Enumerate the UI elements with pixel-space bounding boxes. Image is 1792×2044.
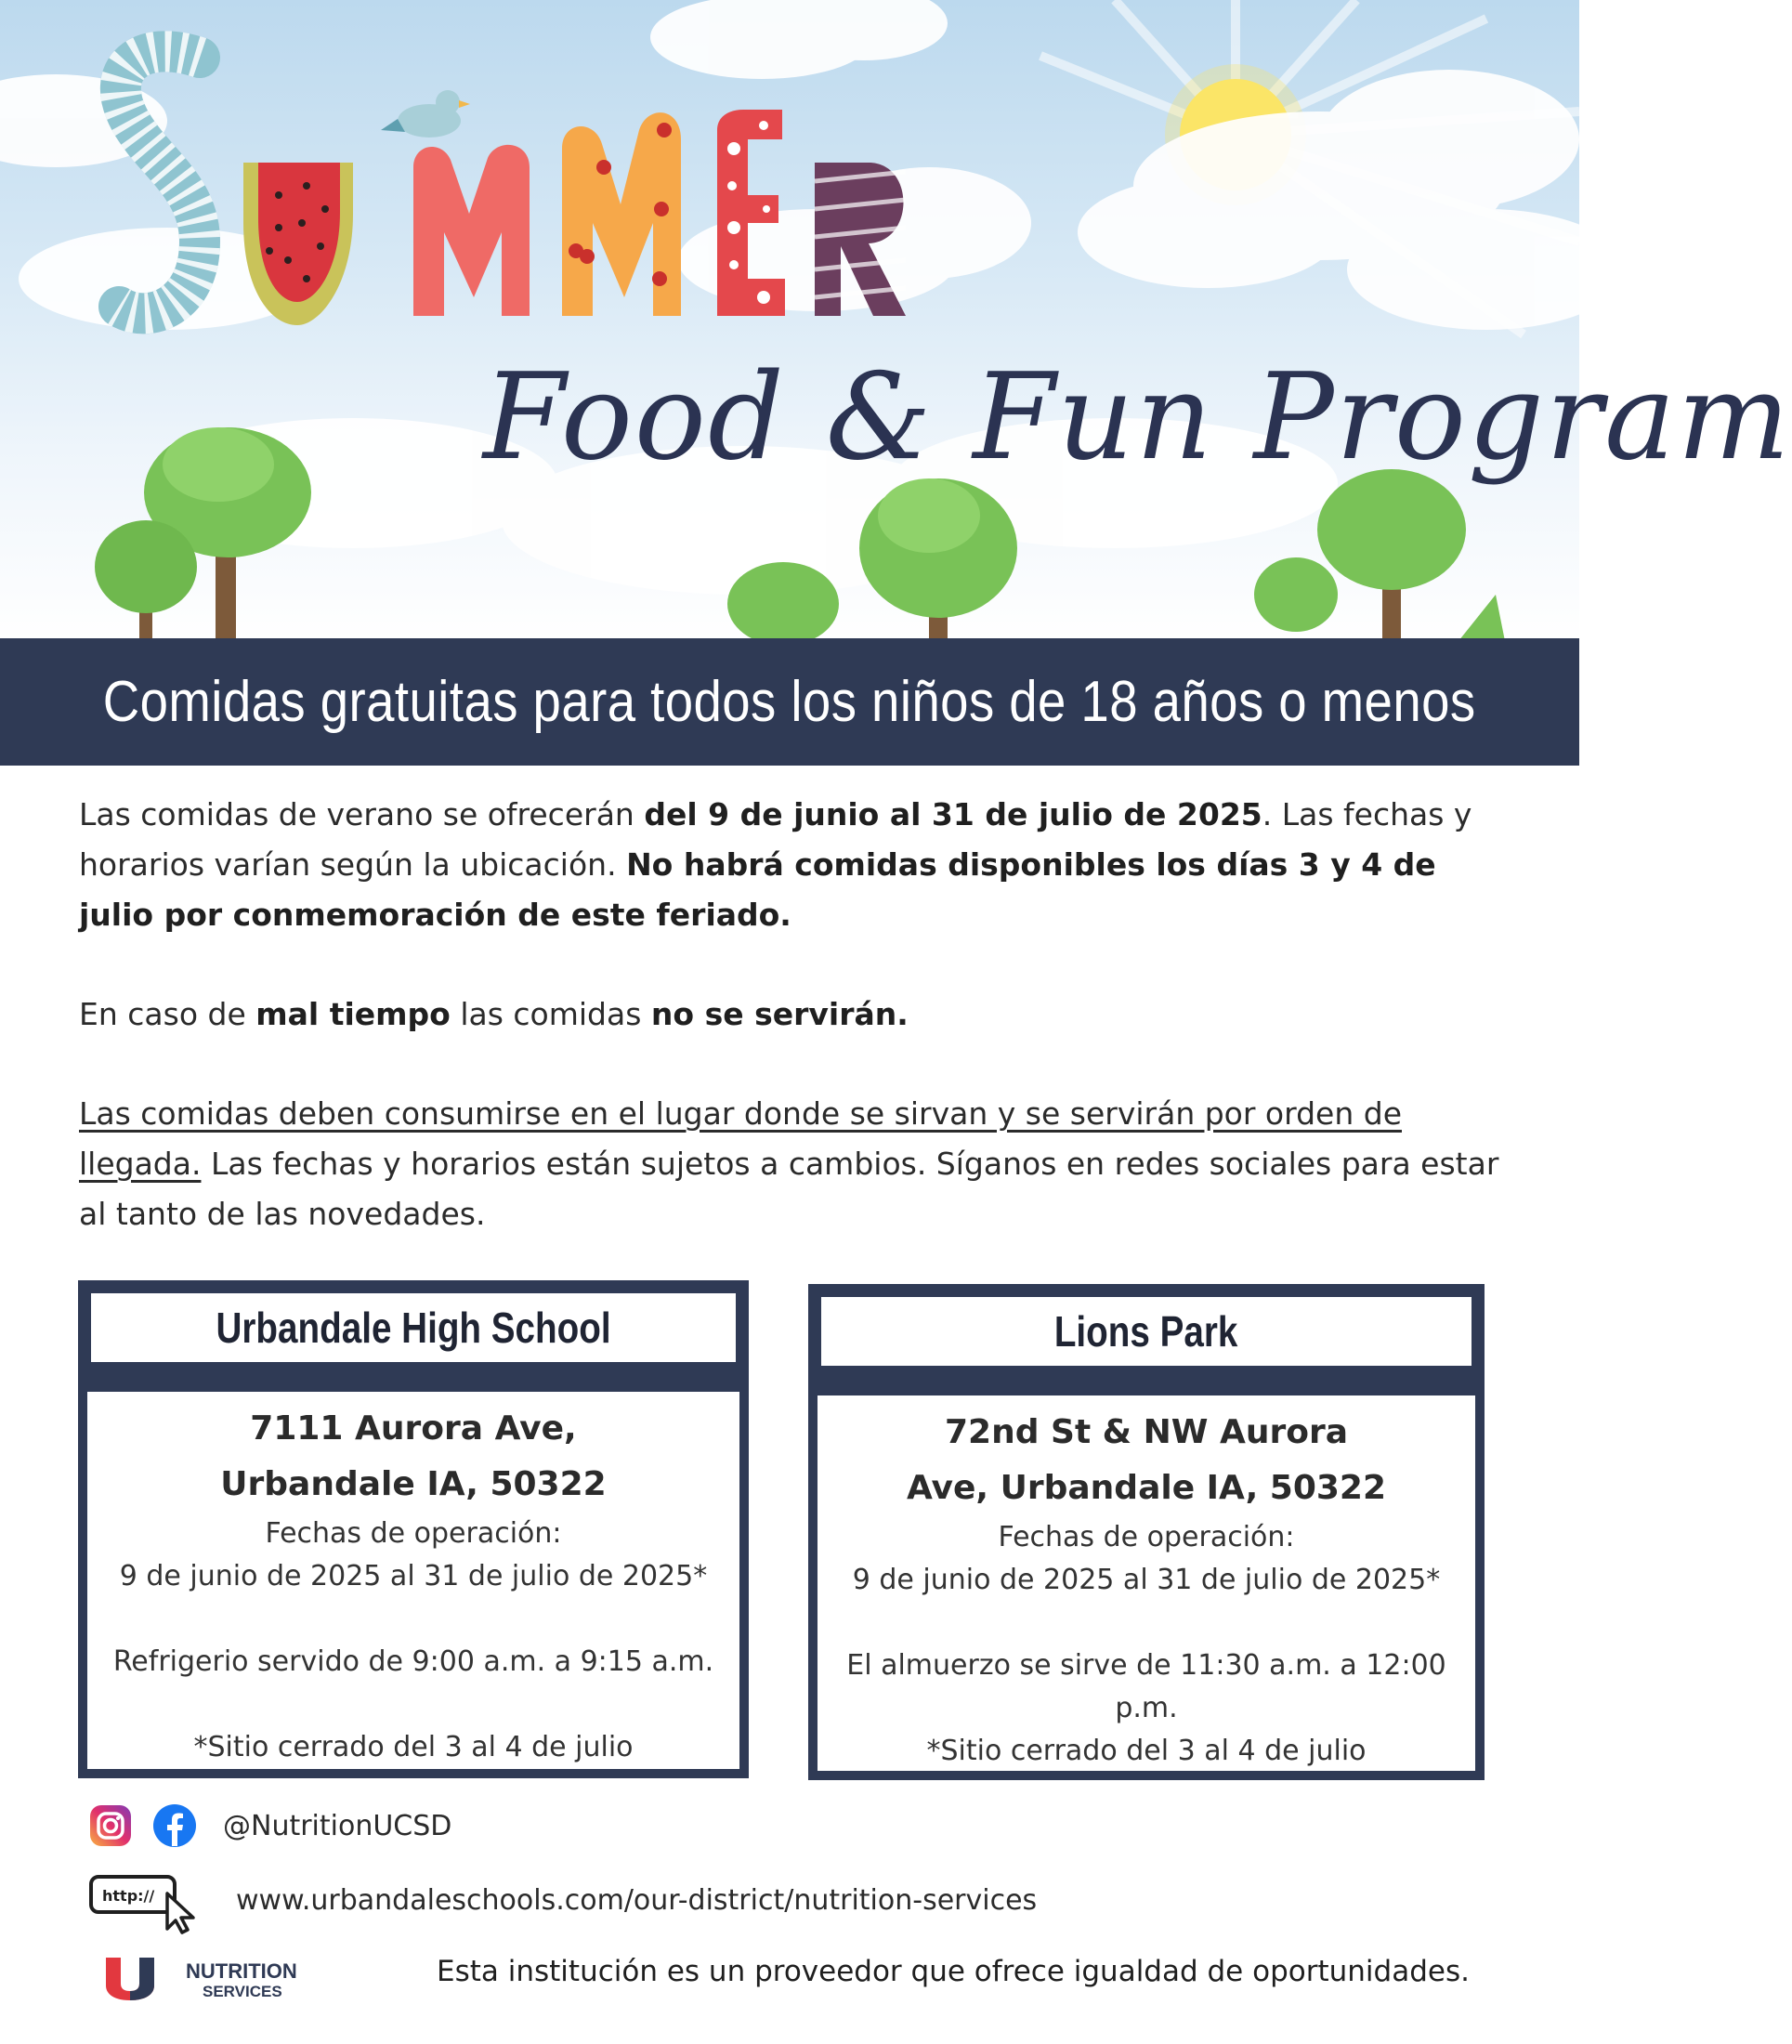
site-name: Lions Park: [1054, 1307, 1238, 1356]
bird-icon: [381, 90, 470, 138]
p2-text-a: En caso de: [79, 996, 256, 1032]
site-name: Urbandale High School: [216, 1304, 611, 1352]
address-line-1: 72nd St & NW Aurora: [944, 1413, 1349, 1451]
nutrition-services-logo: [102, 1956, 334, 2000]
closure-note: *Sitio cerrado del 3 al 4 de julio: [193, 1731, 634, 1763]
dates-label: Fechas de operación:: [998, 1521, 1295, 1553]
p1-no-meals-bold: No habrá comidas disponibles los días 3 y 4 de julio por conmemoración de este feriado.: [79, 846, 1436, 933]
program-subtitle: Food & Fun Program: [483, 348, 1792, 487]
letter-m-orange: [562, 112, 681, 316]
meal-time: Refrigerio servido de 9:00 a.m. a 9:15 a.m.: [112, 1645, 714, 1678]
http-label: http://: [102, 1887, 155, 1905]
summer-scene: [0, 0, 1792, 641]
p1-text-c: . Las fechas y horarios varían según la ubicación.: [79, 796, 1472, 883]
intro-paragraph-2: [79, 989, 1510, 1040]
p2-weather-bold: mal tiempo: [255, 996, 451, 1032]
address-line-1: 7111 Aurora Ave,: [250, 1409, 577, 1448]
site-address: [818, 1405, 1475, 1516]
closure-note: *Sitio cerrado del 3 al 4 de julio: [926, 1735, 1367, 1767]
site-card-lions-park: [808, 1284, 1485, 1780]
site-card-body: [818, 1395, 1475, 1771]
social-row: [89, 1802, 451, 1849]
dates-value: 9 de junio de 2025 al 31 de julio de 2025*: [119, 1560, 708, 1592]
logo-line-1: NUTRITION: [186, 1959, 297, 1983]
p3-text-b: Las fechas y horarios están sujetos a cambios. Síganos en redes sociales para estar al tanto de las novedades.: [79, 1146, 1499, 1232]
p1-dates-bold: del 9 de junio al 31 de julio de 2025: [644, 796, 1262, 832]
letter-m-coral: [413, 145, 530, 316]
equal-opportunity-statement: Esta institución es un proveedor que ofrece igualdad de oportunidades.: [437, 1955, 1470, 1988]
address-line-2: Ave, Urbandale IA, 50322: [906, 1469, 1387, 1507]
social-handle[interactable]: @NutritionUCSD: [223, 1809, 452, 1842]
site-card-header: [821, 1297, 1472, 1366]
intro-paragraph-3: [79, 1089, 1510, 1239]
address-line-2: Urbandale IA, 50322: [220, 1465, 607, 1503]
instagram-icon[interactable]: [89, 1804, 132, 1847]
headline-banner: [0, 638, 1579, 766]
site-card-body: [87, 1392, 739, 1769]
website-row: [89, 1867, 1037, 1933]
website-url[interactable]: www.urbandaleschools.com/our-district/nutrition-services: [236, 1883, 1038, 1917]
site-address: [87, 1401, 739, 1513]
facebook-icon[interactable]: [152, 1803, 197, 1848]
browser-cursor-icon: [89, 1867, 201, 1933]
banner-text: Comidas gratuitas para todos los niños de 18 años o menos: [103, 670, 1476, 734]
dates-value: 9 de junio de 2025 al 31 de julio de 2025*: [852, 1564, 1441, 1596]
dates-label: Fechas de operación:: [265, 1517, 562, 1550]
p3-underlined: Las comidas deben consumirse en el lugar donde se sirvan y se servirán por orden de llegada.: [79, 1095, 1402, 1182]
site-card-urbandale-high: [78, 1280, 749, 1778]
p2-text-c: las comidas: [450, 996, 651, 1032]
letter-e-polka: [717, 110, 785, 316]
meal-time: El almuerzo se sirve de 11:30 a.m. a 12:00 p.m.: [846, 1649, 1446, 1724]
p2-not-served-bold: no se servirán.: [650, 996, 909, 1032]
intro-paragraph-1: [79, 790, 1510, 940]
logo-line-2: SERVICES: [203, 1983, 282, 2000]
hero-illustration: [0, 0, 1792, 641]
p1-text-a: Las comidas de verano se ofrecerán: [79, 796, 645, 832]
site-card-header: [91, 1293, 736, 1362]
